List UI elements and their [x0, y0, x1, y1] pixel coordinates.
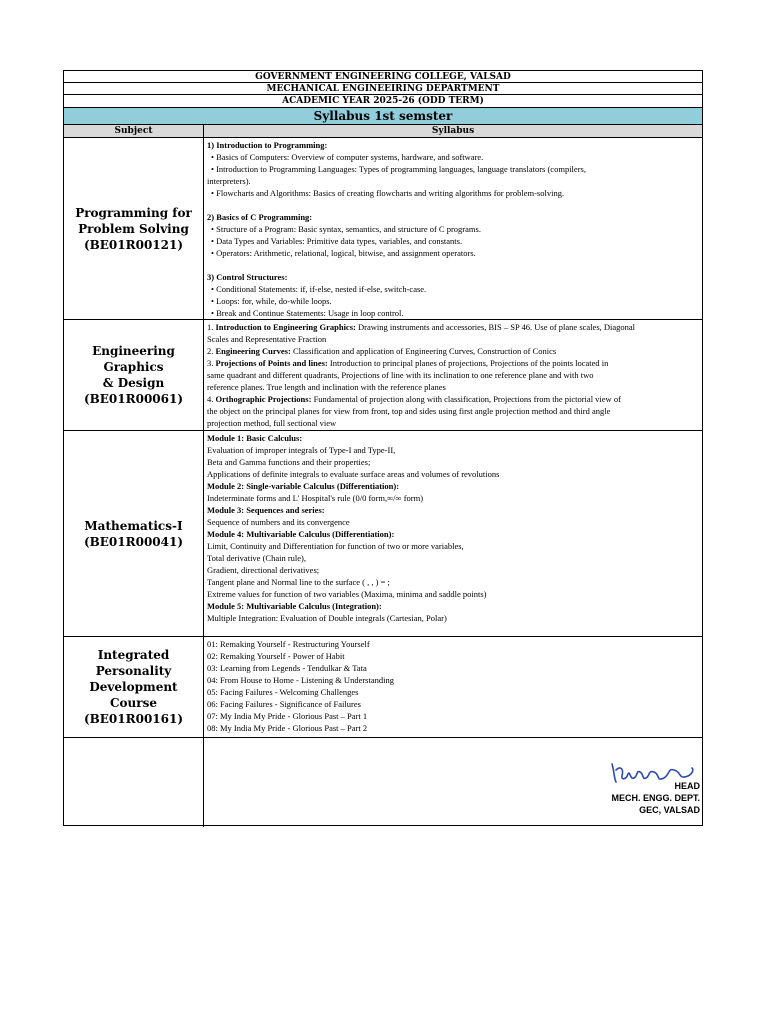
- topic-heading: Projections of Points and lines:: [215, 358, 328, 368]
- course-row-programming: [64, 138, 702, 320]
- syllabus-cell: [205, 320, 702, 430]
- topic-text: Introduction to principal planes of projections, Projections of the points located in: [327, 358, 609, 368]
- syllabus-heading: Module 3: Sequences and series:: [207, 505, 325, 515]
- topic-text: Drawing instruments and accessories, BIS – SP 46. Use of plane scales, Diagonal: [355, 322, 636, 332]
- syllabus-cell: [205, 138, 702, 319]
- syllabus-heading: 3) Control Structures:: [207, 272, 288, 282]
- signature-row: [64, 738, 702, 827]
- syllabus-line: 01: Remaking Yourself - Restructuring Yourself: [207, 639, 370, 649]
- syllabus-line: the object on the principal planes for view from front, top and sides using first angle projection method and third angle: [207, 406, 611, 416]
- syllabus-line: [207, 321, 700, 333]
- syllabus-line: Beta and Gamma functions and their properties;: [207, 457, 371, 467]
- subject-name-line: Problem Solving: [78, 221, 189, 236]
- subject-name-line: & Design: [102, 376, 165, 390]
- syllabus-line: interpreters).: [207, 176, 251, 186]
- course-row-ipdc: [64, 637, 702, 738]
- syllabus-column-header: Syllabus: [204, 125, 702, 138]
- syllabus-heading: 2) Basics of C Programming:: [207, 212, 313, 222]
- syllabus-heading: Module 1: Basic Calculus:: [207, 433, 303, 443]
- subject-name-line: (BE01R00161): [83, 712, 184, 726]
- syllabus-heading: Module 4: Multivariable Calculus (Differentiation):: [207, 529, 395, 539]
- syllabus-line: Extreme values for function of two variables (Maxima, minima and saddle points): [207, 589, 487, 599]
- topic-text: Classification and application of Engineering Curves, Construction of Conics: [290, 346, 557, 356]
- item-number: 1.: [207, 322, 216, 332]
- syllabus-heading: Module 5: Multivariable Calculus (Integration):: [207, 601, 382, 611]
- subject-cell: [64, 637, 204, 737]
- syllabus-line: Total derivative (Chain rule),: [207, 553, 307, 563]
- subject-name-line: Mathematics-I: [84, 518, 183, 533]
- topic-heading: Introduction to Engineering Graphics:: [215, 322, 356, 332]
- syllabus-line: 05: Facing Failures - Welcoming Challenges: [207, 687, 359, 697]
- syllabus-line: 04: From House to Home - Listening & Understanding: [207, 675, 394, 685]
- topic-text: Fundamental of projection along with classification, Projections from the pictorial view of: [311, 394, 621, 404]
- syllabus-line: Limit, Continuity and Differentiation for function of two or more variables,: [207, 541, 464, 551]
- subject-name-line: Development Course: [89, 680, 178, 710]
- signature-dept: MECH. ENGG. DEPT.: [611, 793, 700, 803]
- syllabus-line: Gradient, directional derivatives;: [207, 565, 320, 575]
- topic-heading: Engineering Curves:: [215, 346, 291, 356]
- syllabus-line: • Break and Continue Statements: Usage in loop control.: [211, 308, 404, 318]
- signature-college: GEC, VALSAD: [639, 805, 700, 815]
- syllabus-line: • Introduction to Programming Languages: Types of programming languages, language translators (compilers,: [211, 164, 586, 174]
- syllabus-line: Multiple Integration: Evaluation of Double integrals (Cartesian, Polar): [207, 613, 447, 623]
- syllabus-line: Sequence of numbers and its convergence: [207, 517, 350, 527]
- subject-name-line: (BE01R00061): [83, 392, 184, 406]
- syllabus-line: same quadrant and different quadrants, Projections of line with its inclination to one reference plane and with two: [207, 370, 594, 380]
- line-gap: [207, 199, 700, 211]
- item-number: 3.: [207, 358, 216, 368]
- empty-subject-cell: [64, 738, 204, 827]
- syllabus-line: • Loops: for, while, do-while loops.: [211, 296, 332, 306]
- syllabus-line: [207, 357, 700, 369]
- signature-title: HEAD: [674, 781, 700, 791]
- syllabus-heading: 1) Introduction to Programming:: [207, 140, 328, 150]
- subject-name-line: Programming for: [75, 205, 192, 220]
- syllabus-line: 07: My India My Pride - Glorious Past – Part 1: [207, 711, 368, 721]
- subject-cell: [64, 431, 204, 636]
- syllabus-line: • Data Types and Variables: Primitive data types, variables, and constants.: [211, 236, 463, 246]
- syllabus-line: • Basics of Computers: Overview of computer systems, hardware, and software.: [211, 152, 484, 162]
- syllabus-line: Scales and Representative Fraction: [207, 334, 327, 344]
- syllabus-line: 03: Learning from Legends - Tendulkar & Tata: [207, 663, 367, 673]
- syllabus-line: reference planes. True length and inclination with the reference planes: [207, 382, 446, 392]
- academic-year: ACADEMIC YEAR 2025-26 (ODD TERM): [64, 95, 702, 108]
- syllabus-line: • Operators: Arithmetic, relational, logical, bitwise, and assignment operators.: [211, 248, 476, 258]
- subject-column-header: Subject: [64, 125, 204, 138]
- syllabus-line: Indeterminate forms and L' Hospital's rule (0/0 form,∞/∞ form): [207, 493, 424, 503]
- syllabus-line: Tangent plane and Normal line to the surface ( , , ) = ;: [207, 577, 390, 587]
- item-number: 2.: [207, 346, 216, 356]
- syllabus-line: 02: Remaking Yourself - Power of Habit: [207, 651, 345, 661]
- syllabus-line: • Structure of a Program: Basic syntax, semantics, and structure of C programs.: [211, 224, 481, 234]
- subject-cell: [64, 138, 204, 319]
- syllabus-line: • Flowcharts and Algorithms: Basics of creating flowcharts and writing algorithms for problem-solving.: [211, 188, 565, 198]
- subject-name-line: (BE01R00041): [83, 534, 184, 549]
- course-row-mathematics: [64, 431, 702, 637]
- syllabus-cell: [205, 431, 702, 636]
- signature-block: [611, 780, 700, 816]
- item-number: 4.: [207, 394, 216, 404]
- subject-cell: [64, 320, 204, 430]
- subject-name-line: (BE01R00121): [83, 237, 184, 252]
- subject-name-line: Integrated Personality: [95, 648, 172, 678]
- syllabus-sheet: [63, 70, 703, 826]
- syllabus-line: 06: Facing Failures - Significance of Failures: [207, 699, 361, 709]
- department-name: MECHANICAL ENGINEEIRING DEPARTMENT: [64, 83, 702, 95]
- syllabus-line: [207, 345, 700, 357]
- line-gap: [207, 259, 700, 271]
- course-row-graphics: [64, 320, 702, 431]
- page-title: Syllabus 1st semster: [64, 108, 702, 125]
- syllabus-line: • Conditional Statements: if, if-else, nested if-else, switch-case.: [211, 284, 427, 294]
- syllabus-heading: Module 2: Single-variable Calculus (Differentiation):: [207, 481, 400, 491]
- syllabus-line: Evaluation of improper integrals of Type-I and Type-II,: [207, 445, 396, 455]
- syllabus-line: Applications of definite integrals to evaluate surface areas and volumes of revolutions: [207, 469, 500, 479]
- subject-name-line: Engineering Graphics: [92, 344, 175, 374]
- college-name: GOVERNMENT ENGINEERING COLLEGE, VALSAD: [64, 71, 702, 83]
- syllabus-line: projection method, full sectional view: [207, 418, 337, 428]
- syllabus-line: 08: My India My Pride - Glorious Past – Part 2: [207, 723, 368, 733]
- syllabus-cell: [205, 637, 702, 737]
- syllabus-line: [207, 393, 700, 405]
- topic-heading: Orthographic Projections:: [215, 394, 312, 404]
